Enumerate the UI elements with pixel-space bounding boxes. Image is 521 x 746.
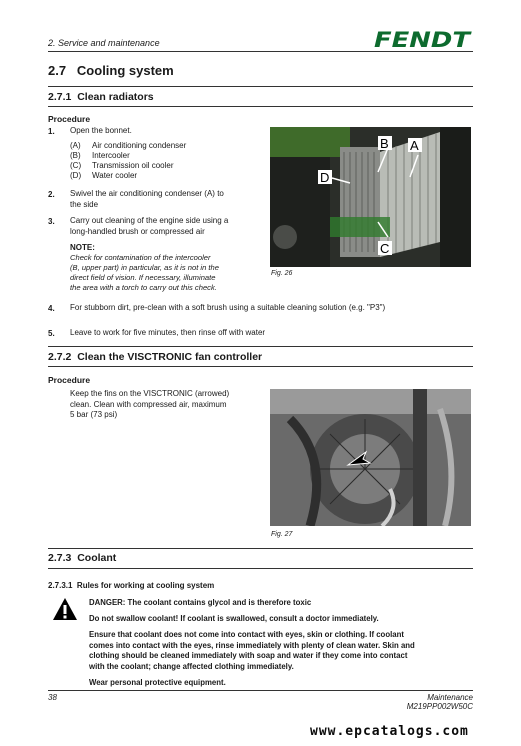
section-title: Cooling system [76,63,174,78]
component-letter: (B) [70,151,81,160]
website-link[interactable]: www.epcatalogs.com [310,724,469,739]
step-number: 1. [48,127,55,136]
component-item [70,151,186,161]
step-line: long-handled brush or compressed air [70,226,205,236]
step-text: Leave to work for five minutes, then rinse off with water [70,328,266,337]
danger-para-line: Ensure that coolant does not come into contact with eyes, skin or clothing. If coolant [89,630,404,639]
component-item [70,141,186,151]
section-heading-2-7-2 [48,351,262,363]
step-number: 2. [48,190,55,199]
section-number: 2.7.1 [48,91,72,103]
component-label: Air conditioning condenser [92,141,187,150]
figure-caption: Fig. 27 [271,531,293,538]
visctronic-photo [270,389,471,526]
danger-para-line: clothing should be cleaned immediately with soap and water if they come into contact [89,651,408,660]
note-line: direct field of vision. If necessary, illuminate [70,273,216,282]
danger-paragraph [89,630,415,672]
component-letter: (D) [70,171,82,180]
section-title: Clean the VISCTRONIC fan controller [77,351,263,363]
step-text [70,189,224,210]
procedure-label: Procedure [48,114,91,124]
figure-caption: Fig. 26 [271,270,293,277]
note-line: the area with a torch to carry out this check. [70,283,217,292]
step-line: the side [70,199,99,209]
step-line: Swivel the air conditioning condenser (A) to [70,189,224,198]
component-label: Transmission oil cooler [92,161,174,170]
radiator-illustration [270,127,471,267]
header-rule [48,51,473,52]
step-text [70,216,228,237]
footer-line: Maintenance [427,693,473,702]
callout-a: A [410,138,419,153]
step-number: 5. [48,329,55,338]
visctronic-illustration [270,389,471,526]
text-line: 5 bar (73 psi) [70,410,118,419]
running-header: 2. Service and maintenance [48,38,160,48]
subsection-heading [48,581,214,590]
component-list [70,141,186,181]
section-title: Coolant [77,552,117,564]
rule [48,568,473,569]
footer-right [380,693,473,711]
step-number: 3. [48,217,55,226]
section-number: 2.7.2 [48,351,72,363]
callout-d: D [320,170,330,185]
footer-line: M219PP002W50C [406,702,473,711]
callout-c: C [380,241,390,256]
section-heading-2-7 [48,63,174,78]
step-text: Open the bonnet. [70,126,132,135]
component-letter: (C) [70,161,82,170]
danger-last: Wear personal protective equipment. [89,678,226,687]
component-label: Intercooler [92,151,130,160]
component-label: Water cooler [92,171,138,180]
logo-text: FENDT [374,28,472,50]
rule [48,346,473,347]
rule [48,86,473,87]
component-item [70,161,186,171]
danger-para-line: comes into contact with the eyes, rinse immediately with plenty of clean water. Skin and [89,640,415,650]
section-number: 2.7.3 [48,552,72,564]
fendt-logo [372,28,472,50]
component-item [70,171,186,181]
rule [48,106,473,107]
section-number: 2.7 [48,63,67,78]
note-line: Check for contamination of the intercooler [70,253,211,262]
danger-title: DANGER: The coolant contains glycol and is therefore toxic [89,598,312,607]
rule [48,548,473,549]
warning-icon [52,597,78,621]
footer-rule [48,690,473,691]
note-text [70,253,219,293]
section-title: Clean radiators [77,91,154,103]
step-number: 4. [48,304,55,313]
step-text: For stubborn dirt, pre-clean with a soft brush using a suitable cleaning solution (e.g. "P3") [70,303,386,312]
page-number: 38 [48,693,57,702]
note-label: NOTE: [70,243,95,252]
section-heading-2-7-1 [48,91,154,103]
text-line: Keep the fins on the VISCTRONIC (arrowed) [70,389,230,398]
danger-line: Do not swallow coolant! If coolant is swallowed, consult a doctor immediately. [89,614,379,623]
radiator-photo [270,127,471,267]
procedure-text [70,389,229,421]
subsection-number: 2.7.3.1 [48,581,73,590]
step-line: Carry out cleaning of the engine side using a [70,216,229,225]
rule [48,366,473,367]
danger-para-line: with the coolant; change affected clothing immediately. [89,661,294,671]
subsection-title: Rules for working at cooling system [76,581,215,590]
text-line: clean. Clean with compressed air, maximum [70,399,227,409]
callout-b: B [380,136,389,151]
note-line: (B, upper part) in particular, as it is not in the [70,263,219,272]
procedure-label: Procedure [48,375,91,385]
component-letter: (A) [70,141,81,150]
section-heading-2-7-3 [48,552,116,564]
